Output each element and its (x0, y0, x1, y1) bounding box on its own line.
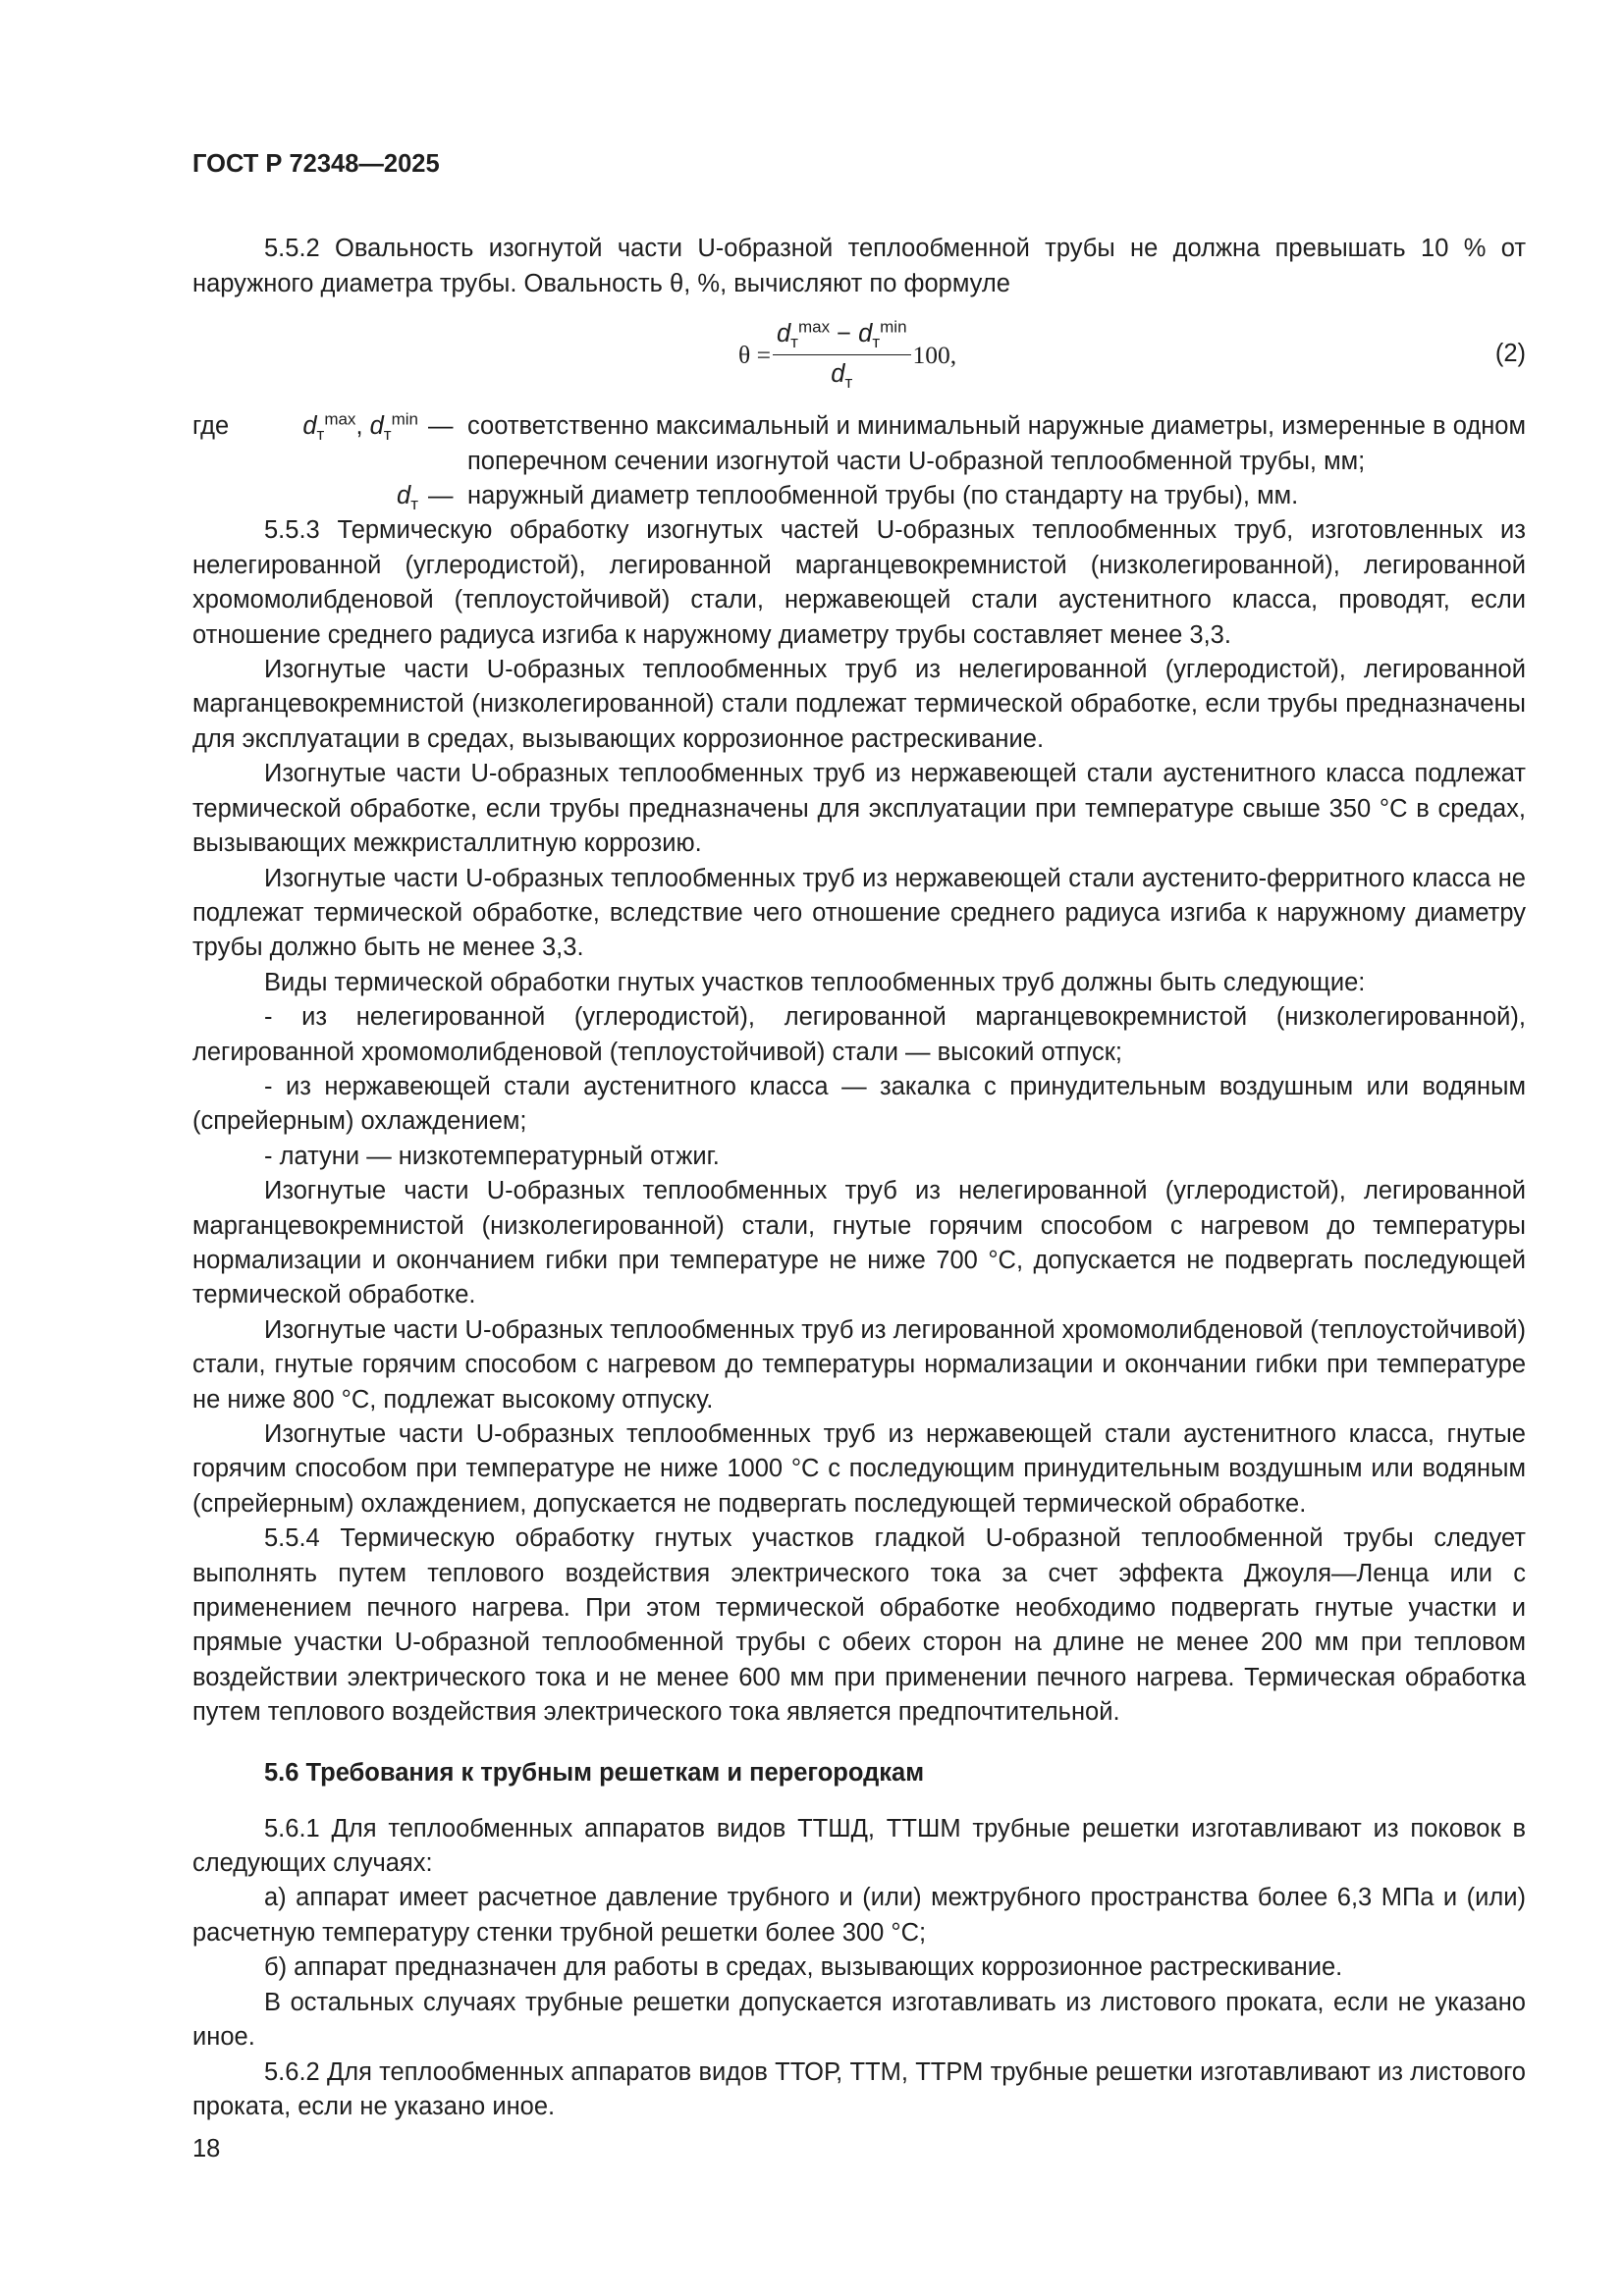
legend-sub: т (410, 495, 418, 514)
paragraph-5-6-1: 5.6.1 Для теплообменных аппаратов видов ТТШД, ТТШМ трубные решетки изготавливают из поковок в следующих случаях: (192, 1814, 1526, 1878)
legend-var: d (369, 412, 384, 441)
formula-var-d: d (776, 320, 791, 348)
formula-var-d: d (858, 320, 873, 348)
paragraph: а) аппарат имеет расчетное давление трубного и (или) межтрубного пространства более 6,3 МПа и (или) расчетную температуру стенки трубной решетки более 300 °С; (192, 1884, 1526, 1947)
formula-sub: т (872, 333, 881, 352)
formula-sup: min (880, 317, 907, 337)
legend-dash: — (428, 482, 454, 510)
legend-symbol (192, 409, 428, 479)
legend-sub: т (383, 425, 392, 445)
legend-sub: т (316, 425, 325, 445)
paragraph: Виды термической обработки гнутых участков теплообменных труб должны быть следующие: (264, 968, 1366, 996)
list-item: - из нержавеющей стали аустенитного класса — закалка с принудительным воздушным или водяным (спрейерным) охлаждением; (192, 1072, 1526, 1136)
legend-dash: — (428, 412, 454, 441)
formula-var-d: d (831, 359, 845, 388)
legend-sep: , (355, 412, 370, 441)
section-heading-5-6: 5.6 Требования к трубным решеткам и перегородкам (264, 1758, 925, 1787)
paragraph: В остальных случаях трубные решетки допускается изготавливать из листового проката, если не указано иное. (192, 1988, 1526, 2052)
paragraph: Изогнутые части U-образных теплообменных труб из нелегированной (углеродистой), легированной марганцевокремнистой (низколегированной) стали подлежат термической обработке, если трубы предназначены для эксплуатации в средах, вызывающих коррозионное растрескивание. (192, 656, 1526, 753)
formula-minus: − (830, 320, 859, 348)
legend-var: d (302, 412, 317, 441)
formula-2 (192, 305, 1526, 403)
paragraph-5-5-3: 5.5.3 Термическую обработку изогнутых частей U-образных теплообменных труб, изготовленных из нелегированной (углеродистой), легированной марганцевокремнистой (низколегированной), легированной хромомолибденовой (теплоустойчивой) стали, нержавеющей стали аустенитного класса, проводят, если отношение среднего радиуса изгиба к наружному диаметру трубы составляет менее 3,3. (192, 516, 1526, 649)
formula-denominator (831, 355, 852, 392)
legend-var: d (397, 482, 411, 510)
legend-symbol (192, 479, 428, 513)
legend-description: соответственно максимальный и минимальный наружные диаметры, измеренные в одном поперечном сечении изогнутой части U-образной теплообменной трубы, мм; (467, 412, 1526, 475)
paragraph: Изогнутые части U-образных теплообменных труб из нержавеющей стали аустенитного класса, гнутые горячим способом при температуре не ниже 1000 °С с последующим принудительным воздушным или водяным (спрейерным) охлаждением, допускается не подвергать последующей термической обработке. (192, 1420, 1526, 1518)
formula-sup: max (797, 317, 831, 337)
paragraph: Изогнутые части U-образных теплообменных труб из нелегированной (углеродистой), легированной марганцевокремнистой (низколегированной) стали, гнутые горячим способом с нагревом до температуры нормализации и окончанием гибки при температуре не ниже 700 °С, допускается не подвергать последующей термической обработке. (192, 1177, 1526, 1309)
legend-description: наружный диаметр теплообменной трубы (по стандарту на трубы), мм. (467, 482, 1299, 510)
legend-row (192, 479, 1526, 513)
document-page (192, 147, 1526, 2167)
list-item: - латуни — низкотемпературный отжиг. (264, 1142, 720, 1170)
paragraph-5-5-2: 5.5.2 Овальность изогнутой части U-образной теплообменной трубы не должна превышать 10 % от наружного диаметра трубы. Овальность θ, %, вычисляют по формуле (192, 235, 1526, 297)
legend-row (192, 409, 1526, 479)
paragraph: Изогнутые части U-образных теплообменных труб из нержавеющей стали аустенитного класса подлежат термической обработке, если трубы предназначены для эксплуатации при температуре свыше 350 °С в средах, вызывающих межкристаллитную коррозию. (192, 760, 1526, 858)
formula-sub: т (790, 333, 798, 352)
paragraph: Изогнутые части U-образных теплообменных труб из легированной хромомолибденовой (теплоустойчивой) стали, гнутые горячим способом с нагревом до температуры нормализации и окончании гибки при температуре не ниже 800 °С, подлежат высокому отпуску. (192, 1315, 1526, 1414)
paragraph: Изогнутые части U-образных теплообменных труб из нержавеющей стали аустенито-ферритного класса не подлежат термической обработке, вследствие чего отношение среднего радиуса изгиба к наружному диаметру трубы должно быть не менее 3,3. (192, 864, 1526, 962)
formula-numerator (773, 317, 911, 354)
formula-factor: 100, (912, 340, 957, 369)
formula-number: (2) (1494, 340, 1526, 368)
page-number: 18 (192, 2135, 221, 2163)
list-item: - из нелегированной (углеродистой), легированной марганцевокремнистой (низколегированной), легированной хромомолибденовой (теплоустойчивой) стали — высокий отпуск; (192, 1003, 1526, 1066)
document-header: ГОСТ Р 72348—2025 (192, 150, 440, 178)
paragraph: б) аппарат предназначен для работы в средах, вызывающих коррозионное растрескивание. (264, 1953, 1343, 1982)
formula-fraction (773, 317, 911, 392)
formula-expression (738, 315, 956, 394)
legend-label: где (192, 412, 230, 441)
formula-legend (192, 409, 1526, 513)
legend-sup: min (391, 409, 418, 429)
formula-sub: т (844, 372, 853, 392)
paragraph-5-5-4: 5.5.4 Термическую обработку гнутых участков гладкой U-образной теплообменной трубы следует выполнять путем теплового воздействия электрического тока за счет эффекта Джоуля—Ленца или с применением печного нагрева. При этом термической обработке необходимо подвергать гнутые участки и прямые участки U-образной теплообменной трубы с обеих сторон на длине не менее 200 мм при тепловом воздействии электрического тока и не менее 600 мм при применении печного нагрева. Термическая обработка путем теплового воздействия электрического тока является предпочтительной. (192, 1524, 1526, 1727)
paragraph-5-6-2: 5.6.2 Для теплообменных аппаратов видов ТТОР, ТТМ, ТТРМ трубные решетки изготавливают из листового проката, если не указано иное. (192, 2057, 1526, 2120)
formula-lhs: θ = (738, 340, 771, 369)
legend-sup: max (324, 409, 356, 429)
